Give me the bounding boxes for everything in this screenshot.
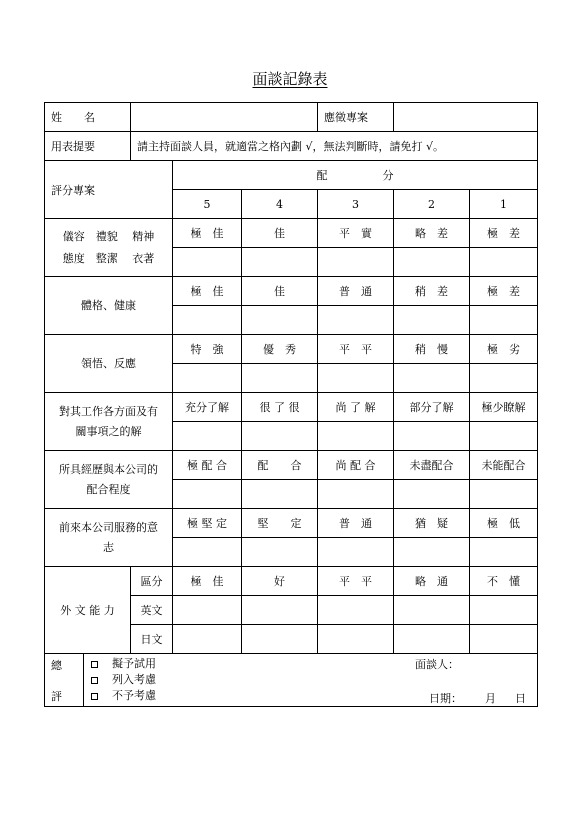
mark-cell[interactable] — [242, 596, 318, 625]
day-label: 日 — [515, 692, 526, 705]
language-sub-label: 英文 — [131, 596, 173, 625]
summary-label-box — [45, 654, 84, 706]
mark-cell[interactable] — [318, 306, 394, 335]
criterion-appearance-label — [45, 219, 173, 277]
criterion-comprehension-label — [45, 335, 173, 393]
option-cell: 極 堅 定 — [173, 509, 242, 538]
criterion-appearance-options — [45, 219, 538, 248]
option-cell: 尚 了 解 — [318, 393, 394, 422]
interviewer-label: 面談人： — [415, 658, 459, 671]
option-cell: 優 秀 — [242, 335, 318, 364]
option-cell: 好 — [242, 567, 318, 596]
month-label: 月 — [485, 692, 496, 705]
mark-cell[interactable] — [318, 422, 394, 451]
option-cell: 猶 疑 — [394, 509, 470, 538]
option-cell: 未能配合 — [470, 451, 538, 480]
mark-cell[interactable] — [173, 248, 242, 277]
option-cell: 極 佳 — [173, 219, 242, 248]
option-cell: 尚 配 合 — [318, 451, 394, 480]
mark-cell[interactable] — [470, 596, 538, 625]
check-option-label: 擬予試用 — [112, 657, 156, 670]
criterion-experience-fit-label — [45, 451, 173, 509]
language-sub-label: 區分 — [131, 567, 173, 596]
mark-cell[interactable] — [394, 625, 470, 654]
mark-cell[interactable] — [470, 538, 538, 567]
mark-cell[interactable] — [318, 625, 394, 654]
mark-cell[interactable] — [173, 596, 242, 625]
option-cell: 極 配 合 — [173, 451, 242, 480]
option-cell: 不 懂 — [470, 567, 538, 596]
language-label: 外 文 能 力 — [45, 567, 131, 654]
mark-cell[interactable] — [470, 364, 538, 393]
criterion-job-understanding-label — [45, 393, 173, 451]
form-title — [0, 68, 580, 89]
option-cell: 佳 — [242, 219, 318, 248]
criterion-comprehension-options — [45, 335, 538, 364]
criterion-experience-fit-line1: 所具經歷與本公司的 — [59, 462, 158, 476]
position-field[interactable] — [394, 103, 538, 132]
mark-cell[interactable] — [318, 364, 394, 393]
criterion-commitment-label — [45, 509, 173, 567]
criterion-experience-fit-line2: 配合程度 — [86, 482, 131, 496]
criterion-health-line1: 體格、健康 — [81, 298, 136, 312]
option-cell: 平 平 — [318, 567, 394, 596]
interview-record-table — [44, 102, 538, 707]
check-option-reject[interactable] — [91, 688, 156, 704]
option-cell: 未盡配合 — [394, 451, 470, 480]
criterion-job-understanding-line2: 關事項之的解 — [75, 424, 142, 438]
criterion-job-understanding-line1: 對其工作各方面及有 — [59, 404, 158, 418]
mark-cell[interactable] — [173, 480, 242, 509]
option-cell: 堅 定 — [242, 509, 318, 538]
option-cell: 極少瞭解 — [470, 393, 538, 422]
note-label: 用表提要 — [45, 132, 131, 161]
scoring-label: 評分專案 — [45, 161, 173, 219]
option-cell: 特 強 — [173, 335, 242, 364]
check-option-trial[interactable] — [91, 656, 156, 672]
criterion-health-options — [45, 277, 538, 306]
option-cell: 極 差 — [470, 277, 538, 306]
score-5: 5 — [173, 190, 242, 219]
option-cell: 極 佳 — [173, 567, 242, 596]
option-cell: 極 佳 — [173, 277, 242, 306]
criterion-appearance-line1: 儀容 禮貌 精神 — [62, 229, 155, 243]
name-row — [45, 103, 538, 132]
checkbox-icon[interactable] — [91, 693, 98, 700]
mark-cell[interactable] — [318, 596, 394, 625]
criterion-comprehension-line1: 領悟、反應 — [81, 356, 136, 370]
mark-cell[interactable] — [318, 480, 394, 509]
mark-cell[interactable] — [173, 422, 242, 451]
mark-cell[interactable] — [242, 306, 318, 335]
mark-cell[interactable] — [173, 364, 242, 393]
form-title-text: 面談記錄表 — [252, 70, 328, 88]
mark-cell[interactable] — [318, 538, 394, 567]
mark-cell[interactable] — [394, 306, 470, 335]
criterion-health-label — [45, 277, 173, 335]
option-cell: 極 差 — [470, 219, 538, 248]
mark-cell[interactable] — [394, 538, 470, 567]
option-cell: 略 通 — [394, 567, 470, 596]
option-cell: 略 差 — [394, 219, 470, 248]
mark-cell[interactable] — [242, 480, 318, 509]
check-option-label: 不予考慮 — [112, 689, 156, 702]
option-cell: 普 通 — [318, 277, 394, 306]
score-2: 2 — [394, 190, 470, 219]
mark-cell[interactable] — [470, 480, 538, 509]
mark-cell[interactable] — [394, 422, 470, 451]
option-cell: 極 劣 — [470, 335, 538, 364]
mark-cell[interactable] — [470, 248, 538, 277]
option-cell: 極 低 — [470, 509, 538, 538]
option-cell: 部分了解 — [394, 393, 470, 422]
summary-label-top: 總 — [51, 659, 62, 672]
note-text: 請主持面談人員，就適當之格內劃 √，無法判斷時，請免打 √。 — [131, 132, 538, 161]
check-option-label: 列入考慮 — [112, 673, 156, 686]
criterion-experience-fit-options — [45, 451, 538, 480]
mark-cell[interactable] — [173, 625, 242, 654]
mark-cell[interactable] — [173, 306, 242, 335]
mark-cell[interactable] — [242, 248, 318, 277]
mark-cell[interactable] — [242, 422, 318, 451]
mark-cell[interactable] — [242, 538, 318, 567]
mark-cell[interactable] — [318, 248, 394, 277]
mark-cell[interactable] — [242, 625, 318, 654]
option-cell: 平 平 — [318, 335, 394, 364]
option-cell: 稍 差 — [394, 277, 470, 306]
score-3: 3 — [318, 190, 394, 219]
option-cell: 佳 — [242, 277, 318, 306]
note-row — [45, 132, 538, 161]
option-cell: 普 通 — [318, 509, 394, 538]
position-label: 應徵專案 — [318, 103, 394, 132]
summary-cell — [45, 654, 538, 707]
distribution-label: 配 分 — [173, 161, 538, 190]
checkbox-icon[interactable] — [91, 677, 98, 684]
name-label: 姓 名 — [45, 103, 131, 132]
mark-cell[interactable] — [470, 625, 538, 654]
language-sub-label: 日文 — [131, 625, 173, 654]
mark-cell[interactable] — [173, 538, 242, 567]
checkbox-icon[interactable] — [91, 661, 98, 668]
option-cell: 稍 慢 — [394, 335, 470, 364]
criterion-commitment-line1: 前來本公司服務的意 — [59, 520, 158, 534]
criterion-commitment-line2: 志 — [103, 540, 114, 554]
mark-cell[interactable] — [470, 422, 538, 451]
check-option-consider[interactable] — [91, 672, 156, 688]
option-cell: 配 合 — [242, 451, 318, 480]
option-cell: 平 實 — [318, 219, 394, 248]
score-4: 4 — [242, 190, 318, 219]
option-cell: 充分了解 — [173, 393, 242, 422]
summary-checklist — [91, 656, 156, 704]
scoring-header-row — [45, 161, 538, 190]
name-field[interactable] — [131, 103, 318, 132]
mark-cell[interactable] — [242, 364, 318, 393]
date-label: 日期： — [429, 692, 462, 705]
summary-row — [45, 654, 538, 707]
score-1: 1 — [470, 190, 538, 219]
language-header-row — [45, 567, 538, 596]
criterion-commitment-options — [45, 509, 538, 538]
mark-cell[interactable] — [394, 248, 470, 277]
summary-label-bottom: 評 — [51, 690, 62, 703]
mark-cell[interactable] — [394, 596, 470, 625]
option-cell: 很 了 很 — [242, 393, 318, 422]
mark-cell[interactable] — [394, 364, 470, 393]
criterion-job-understanding-options — [45, 393, 538, 422]
criterion-appearance-line2: 態度 整潔 衣著 — [62, 251, 155, 265]
mark-cell[interactable] — [394, 480, 470, 509]
mark-cell[interactable] — [470, 306, 538, 335]
